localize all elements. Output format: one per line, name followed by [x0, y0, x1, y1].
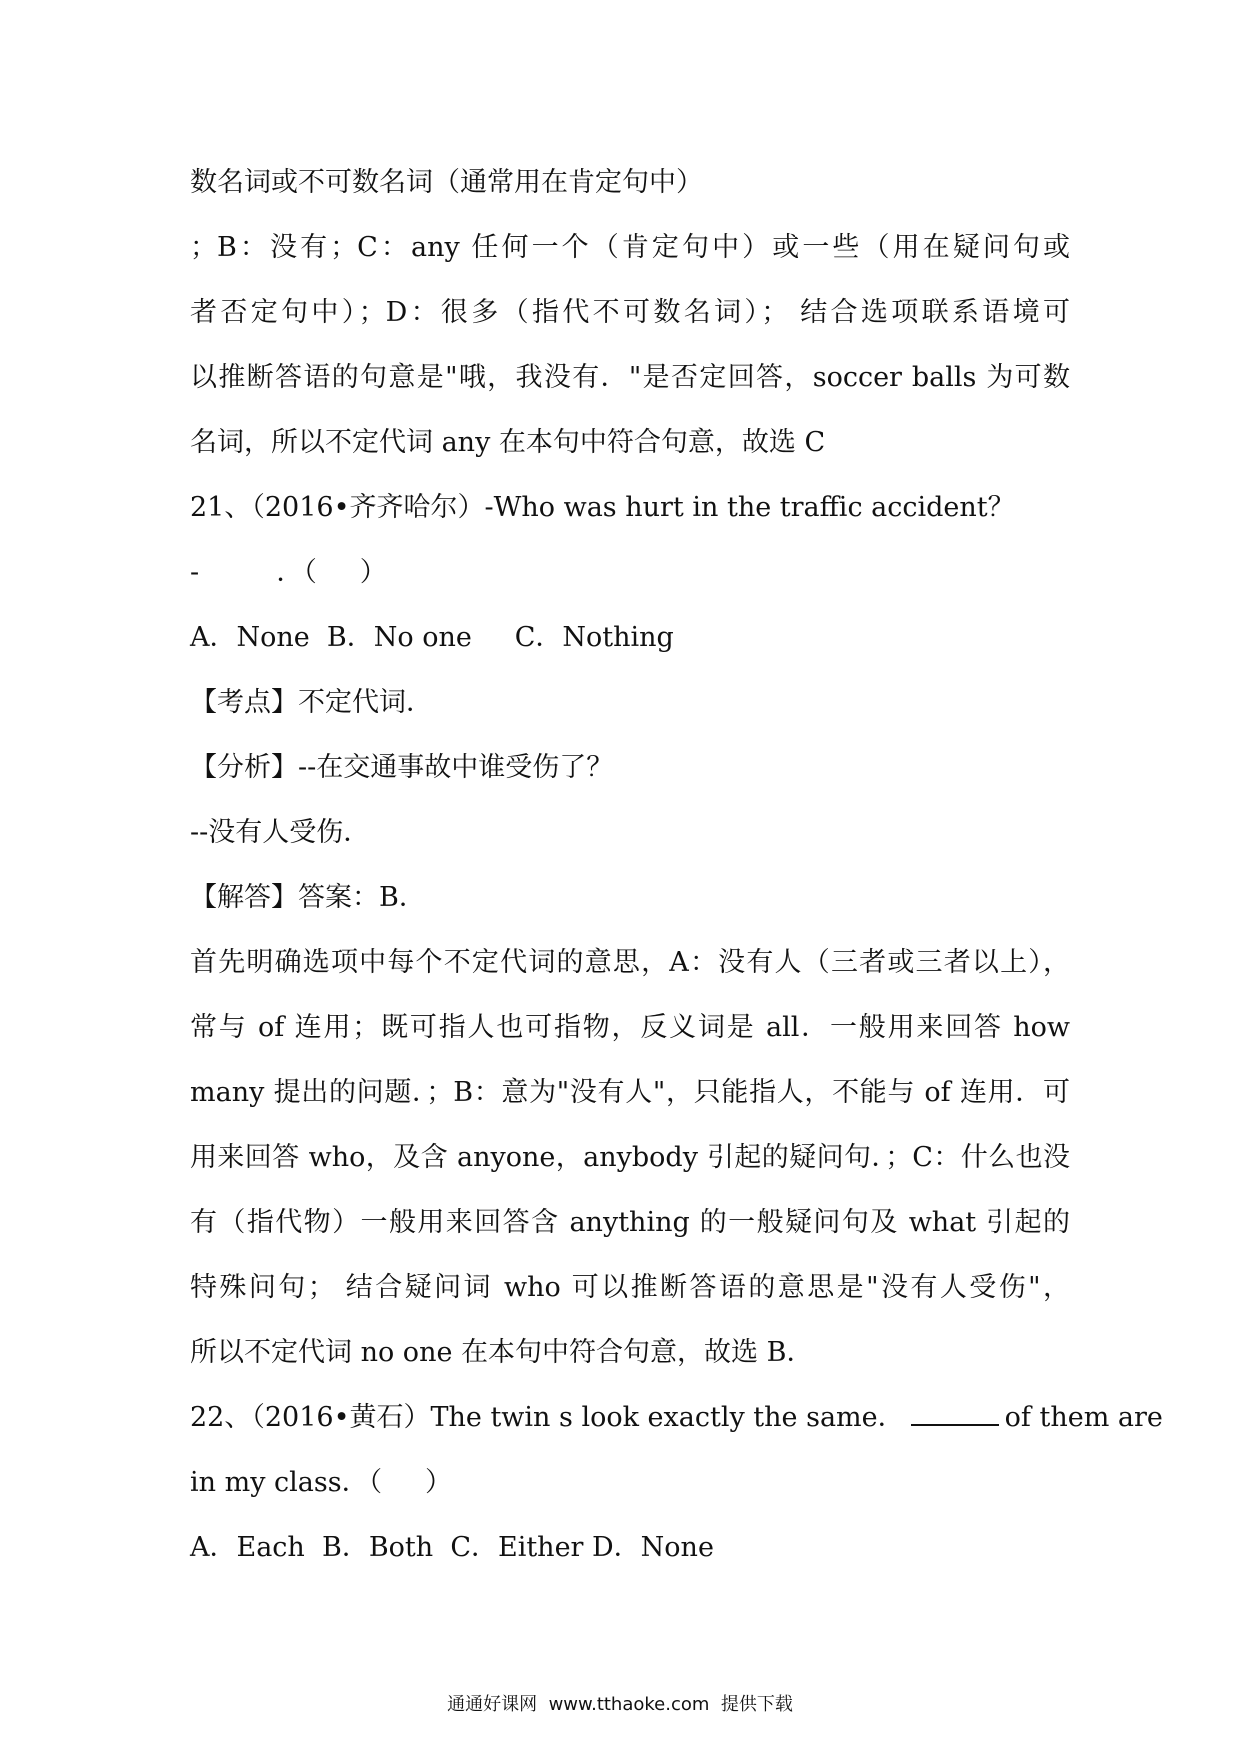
question-22-options: A．Each B．Both C．Either D．None [190, 1532, 714, 1563]
question-22-stem-after: of them are [1004, 1402, 1163, 1433]
explanation-line: 有（指代物）一般用来回答含 anything 的一般疑问句及 what 引起的 [190, 1207, 1070, 1238]
explanation-line: 首先明确选项中每个不定代词的意思，A：没有人（三者或三者以上）， [190, 947, 1070, 978]
question-21-options: A．None B．No one C．Nothing [190, 622, 674, 653]
explanation-line: 所以不定代词 no one 在本句中符合句意，故选 B． [190, 1337, 814, 1368]
question-22-stem [190, 1385, 1163, 1450]
text-line: ；B：没有；C：any 任何一个（肯定句中）或一些（用在疑问句或 [190, 232, 1070, 263]
question-21-fenxi: 【分析】--在交通事故中谁受伤了？ [190, 752, 614, 783]
question-21-jieda: 【解答】答案：B． [190, 882, 426, 913]
answer-blank [911, 1402, 999, 1426]
text-line: 数名词或不可数名词（通常用在肯定句中） [190, 167, 703, 198]
question-21-fenxi-2: --没有人受伤． [190, 817, 371, 848]
explanation-line: 常与 of 连用；既可指人也可指物，反义词是 all．一般用来回答 how [190, 1012, 1070, 1043]
question-21-answer-line: - ．（ ） [190, 557, 387, 588]
text-line: 名词，所以不定代词 any 在本句中符合句意，故选 C [190, 427, 826, 458]
text-line: 以推断答语的句意是"哦，我没有．"是否定回答，soccer balls 为可数 [190, 362, 1070, 393]
question-22-stem-before: 22、（2016•黄石）The twin s look exactly the same． [190, 1402, 905, 1433]
explanation-line: 特殊问句； 结合疑问词 who 可以推断答语的意思是"没有人受伤"， [190, 1272, 1070, 1303]
question-22-stem-2: in my class．（ ） [190, 1467, 453, 1498]
question-21-kaodian: 【考点】不定代词． [190, 687, 433, 718]
text-line: 者否定句中）；D：很多（指代不可数名词）； 结合选项联系语境可 [190, 297, 1070, 328]
question-21-stem: 21、（2016•齐齐哈尔）-Who was hurt in the traffic accident？ [190, 492, 1015, 523]
page-footer: 通通好课网 www.tthaoke.com 提供下载 [447, 1694, 793, 1715]
explanation-line: 用来回答 who，及含 anyone，anybody 引起的疑问句．；C：什么也没 [190, 1142, 1070, 1173]
document-body [190, 150, 1163, 1580]
explanation-line: many 提出的问题．；B：意为"没有人"，只能指人，不能与 of 连用．可 [190, 1077, 1070, 1108]
